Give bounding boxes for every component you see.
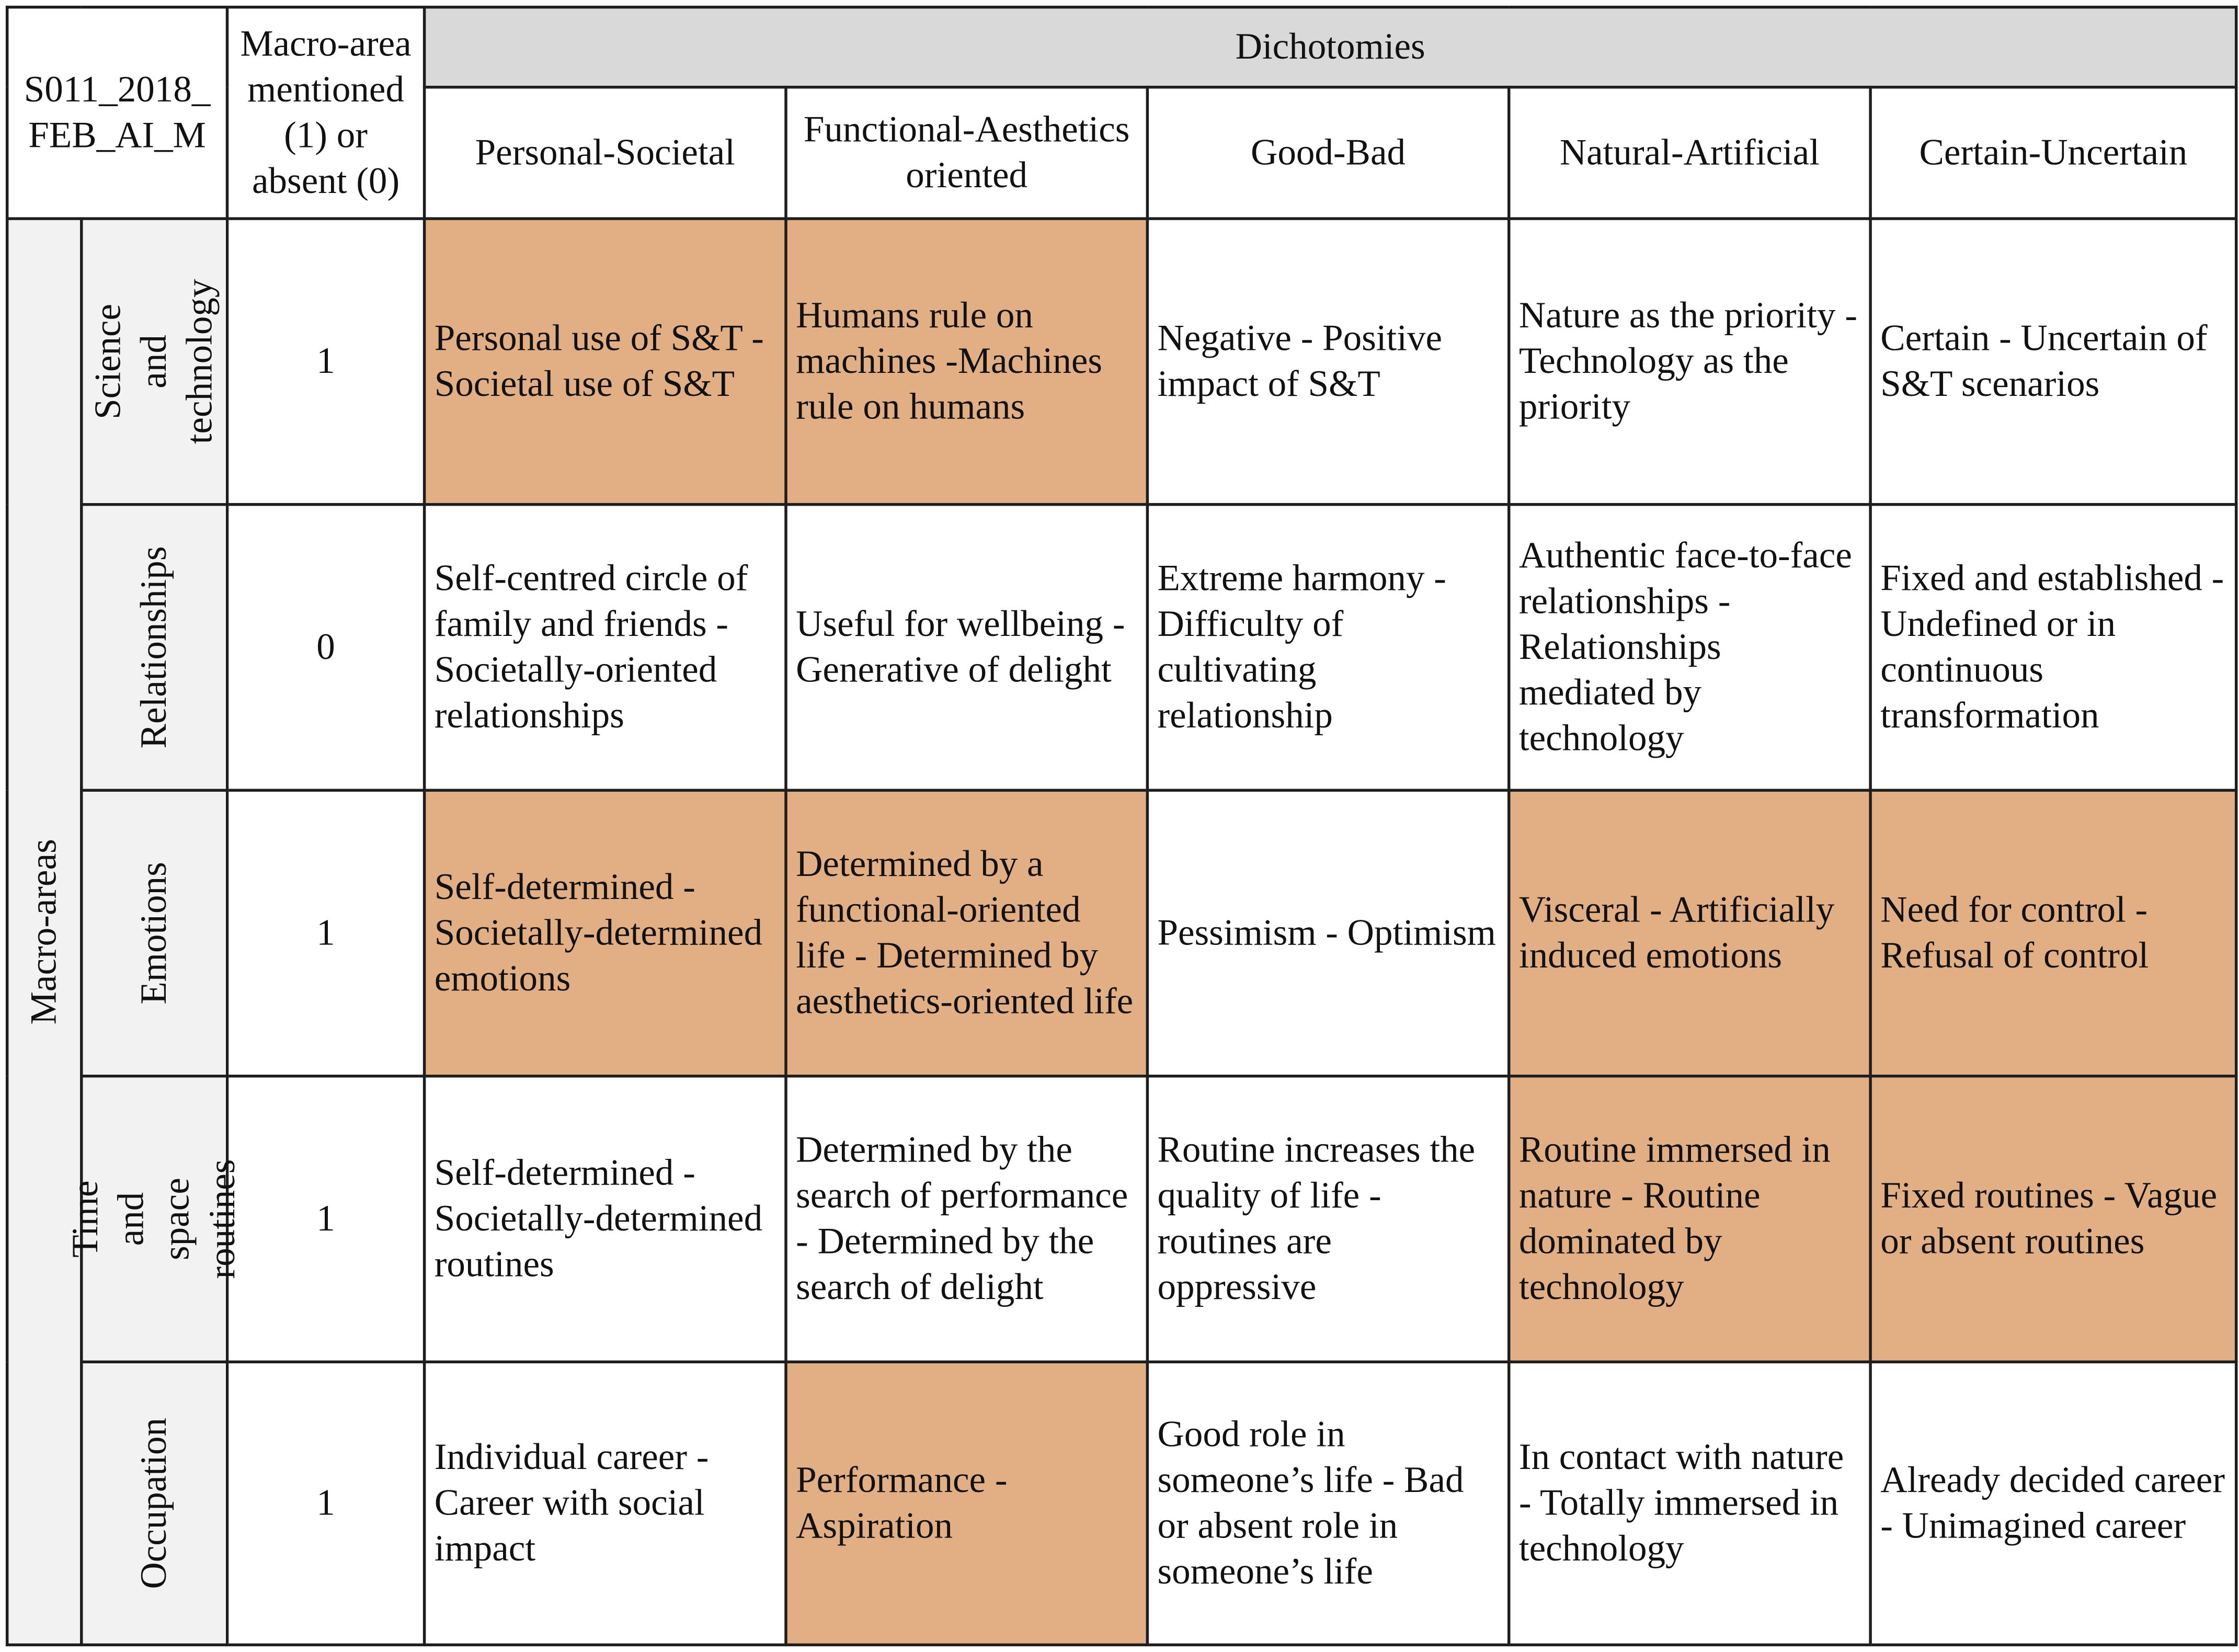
mentioned-value: 1 <box>227 790 424 1076</box>
row-label-cell <box>82 790 227 1076</box>
row-label-cell <box>82 219 227 505</box>
column-header: Good-Bad <box>1147 87 1509 219</box>
dichotomy-cell: Need for control - Refusal of control <box>1870 790 2236 1076</box>
dichotomy-cell: Personal use of S&T - Societal use of S&T <box>425 219 786 505</box>
dichotomy-cell: Fixed and established - Undefined or in continuous transformation <box>1870 505 2236 791</box>
row-label: Time and space routines <box>64 1159 243 1279</box>
macro-areas-label: Macro-areas <box>22 839 64 1025</box>
mentioned-value: 1 <box>227 1076 424 1362</box>
dichotomy-cell: Good role in someone’s life - Bad or absent role in someone’s life <box>1147 1362 1509 1645</box>
dichotomy-cell: Nature as the priority - Technology as the priority <box>1509 219 1870 505</box>
dichotomy-cell: Determined by the search of performance - Determined by the search of delight <box>786 1076 1147 1362</box>
dichotomy-cell: Individual career - Career with social impact <box>425 1362 786 1645</box>
dichotomy-cell: Certain - Uncertain of S&T scenarios <box>1870 219 2236 505</box>
table-row <box>7 219 2236 505</box>
dichotomy-cell: Extreme harmony - Difficulty of cultivating relationship <box>1147 505 1509 791</box>
mentioned-value: 1 <box>227 1362 424 1645</box>
row-label: Science and technology <box>87 279 220 445</box>
row-label: Occupation <box>133 1418 175 1589</box>
dichotomy-cell: Self-centred circle of family and friends - Societally-oriented relationships <box>425 505 786 791</box>
dichotomy-cell: Fixed routines - Vague or absent routines <box>1870 1076 2236 1362</box>
dichotomy-cell: Routine increases the quality of life - routines are oppressive <box>1147 1076 1509 1362</box>
dichotomy-cell: Visceral - Artificially induced emotions <box>1509 790 1870 1076</box>
dichotomy-cell: Performance - Aspiration <box>786 1362 1147 1645</box>
row-label-cell <box>82 505 227 791</box>
macro-mentioned-header: Macro-area mentioned (1) or absent (0) <box>227 7 424 219</box>
row-label-cell <box>82 1362 227 1645</box>
dichotomy-cell: Negative - Positive impact of S&T <box>1147 219 1509 505</box>
corner-label: S011_2018_ FEB_AI_M <box>7 7 227 219</box>
column-header: Personal-Societal <box>425 87 786 219</box>
column-header: Functional-Aesthetics oriented <box>786 87 1147 219</box>
dichotomy-cell: Already decided career - Unimagined career <box>1870 1362 2236 1645</box>
table-row <box>7 1362 2236 1645</box>
column-header: Natural-Artificial <box>1509 87 1870 219</box>
dichotomy-cell: Determined by a functional-oriented life - Determined by aesthetics-oriented life <box>786 790 1147 1076</box>
dichotomy-cell: Useful for wellbeing - Generative of delight <box>786 505 1147 791</box>
table-row <box>7 790 2236 1076</box>
dichotomy-cell: Routine immersed in nature - Routine dominated by technology <box>1509 1076 1870 1362</box>
column-header: Certain-Uncertain <box>1870 87 2236 219</box>
dichotomies-table <box>6 6 2237 1646</box>
table-row <box>7 505 2236 791</box>
mentioned-value: 1 <box>227 219 424 505</box>
dichotomy-cell: Pessimism - Optimism <box>1147 790 1509 1076</box>
dichotomy-cell: Self-determined - Societally-determined emotions <box>425 790 786 1076</box>
mentioned-value: 0 <box>227 505 424 791</box>
dichotomy-cell: In contact with nature - Totally immersed in technology <box>1509 1362 1870 1645</box>
row-label-cell <box>64 1076 243 1362</box>
dichotomy-cell: Authentic face-to-face relationships - Relationships mediated by technology <box>1509 505 1870 791</box>
row-label: Emotions <box>133 862 175 1005</box>
dichotomies-header: Dichotomies <box>425 7 2236 87</box>
table-row <box>7 1076 2236 1362</box>
dichotomy-cell: Self-determined - Societally-determined routines <box>425 1076 786 1362</box>
row-label: Relationships <box>133 546 175 749</box>
macro-areas-label-cell <box>7 219 82 1645</box>
dichotomy-cell: Humans rule on machines -Machines rule on humans <box>786 219 1147 505</box>
